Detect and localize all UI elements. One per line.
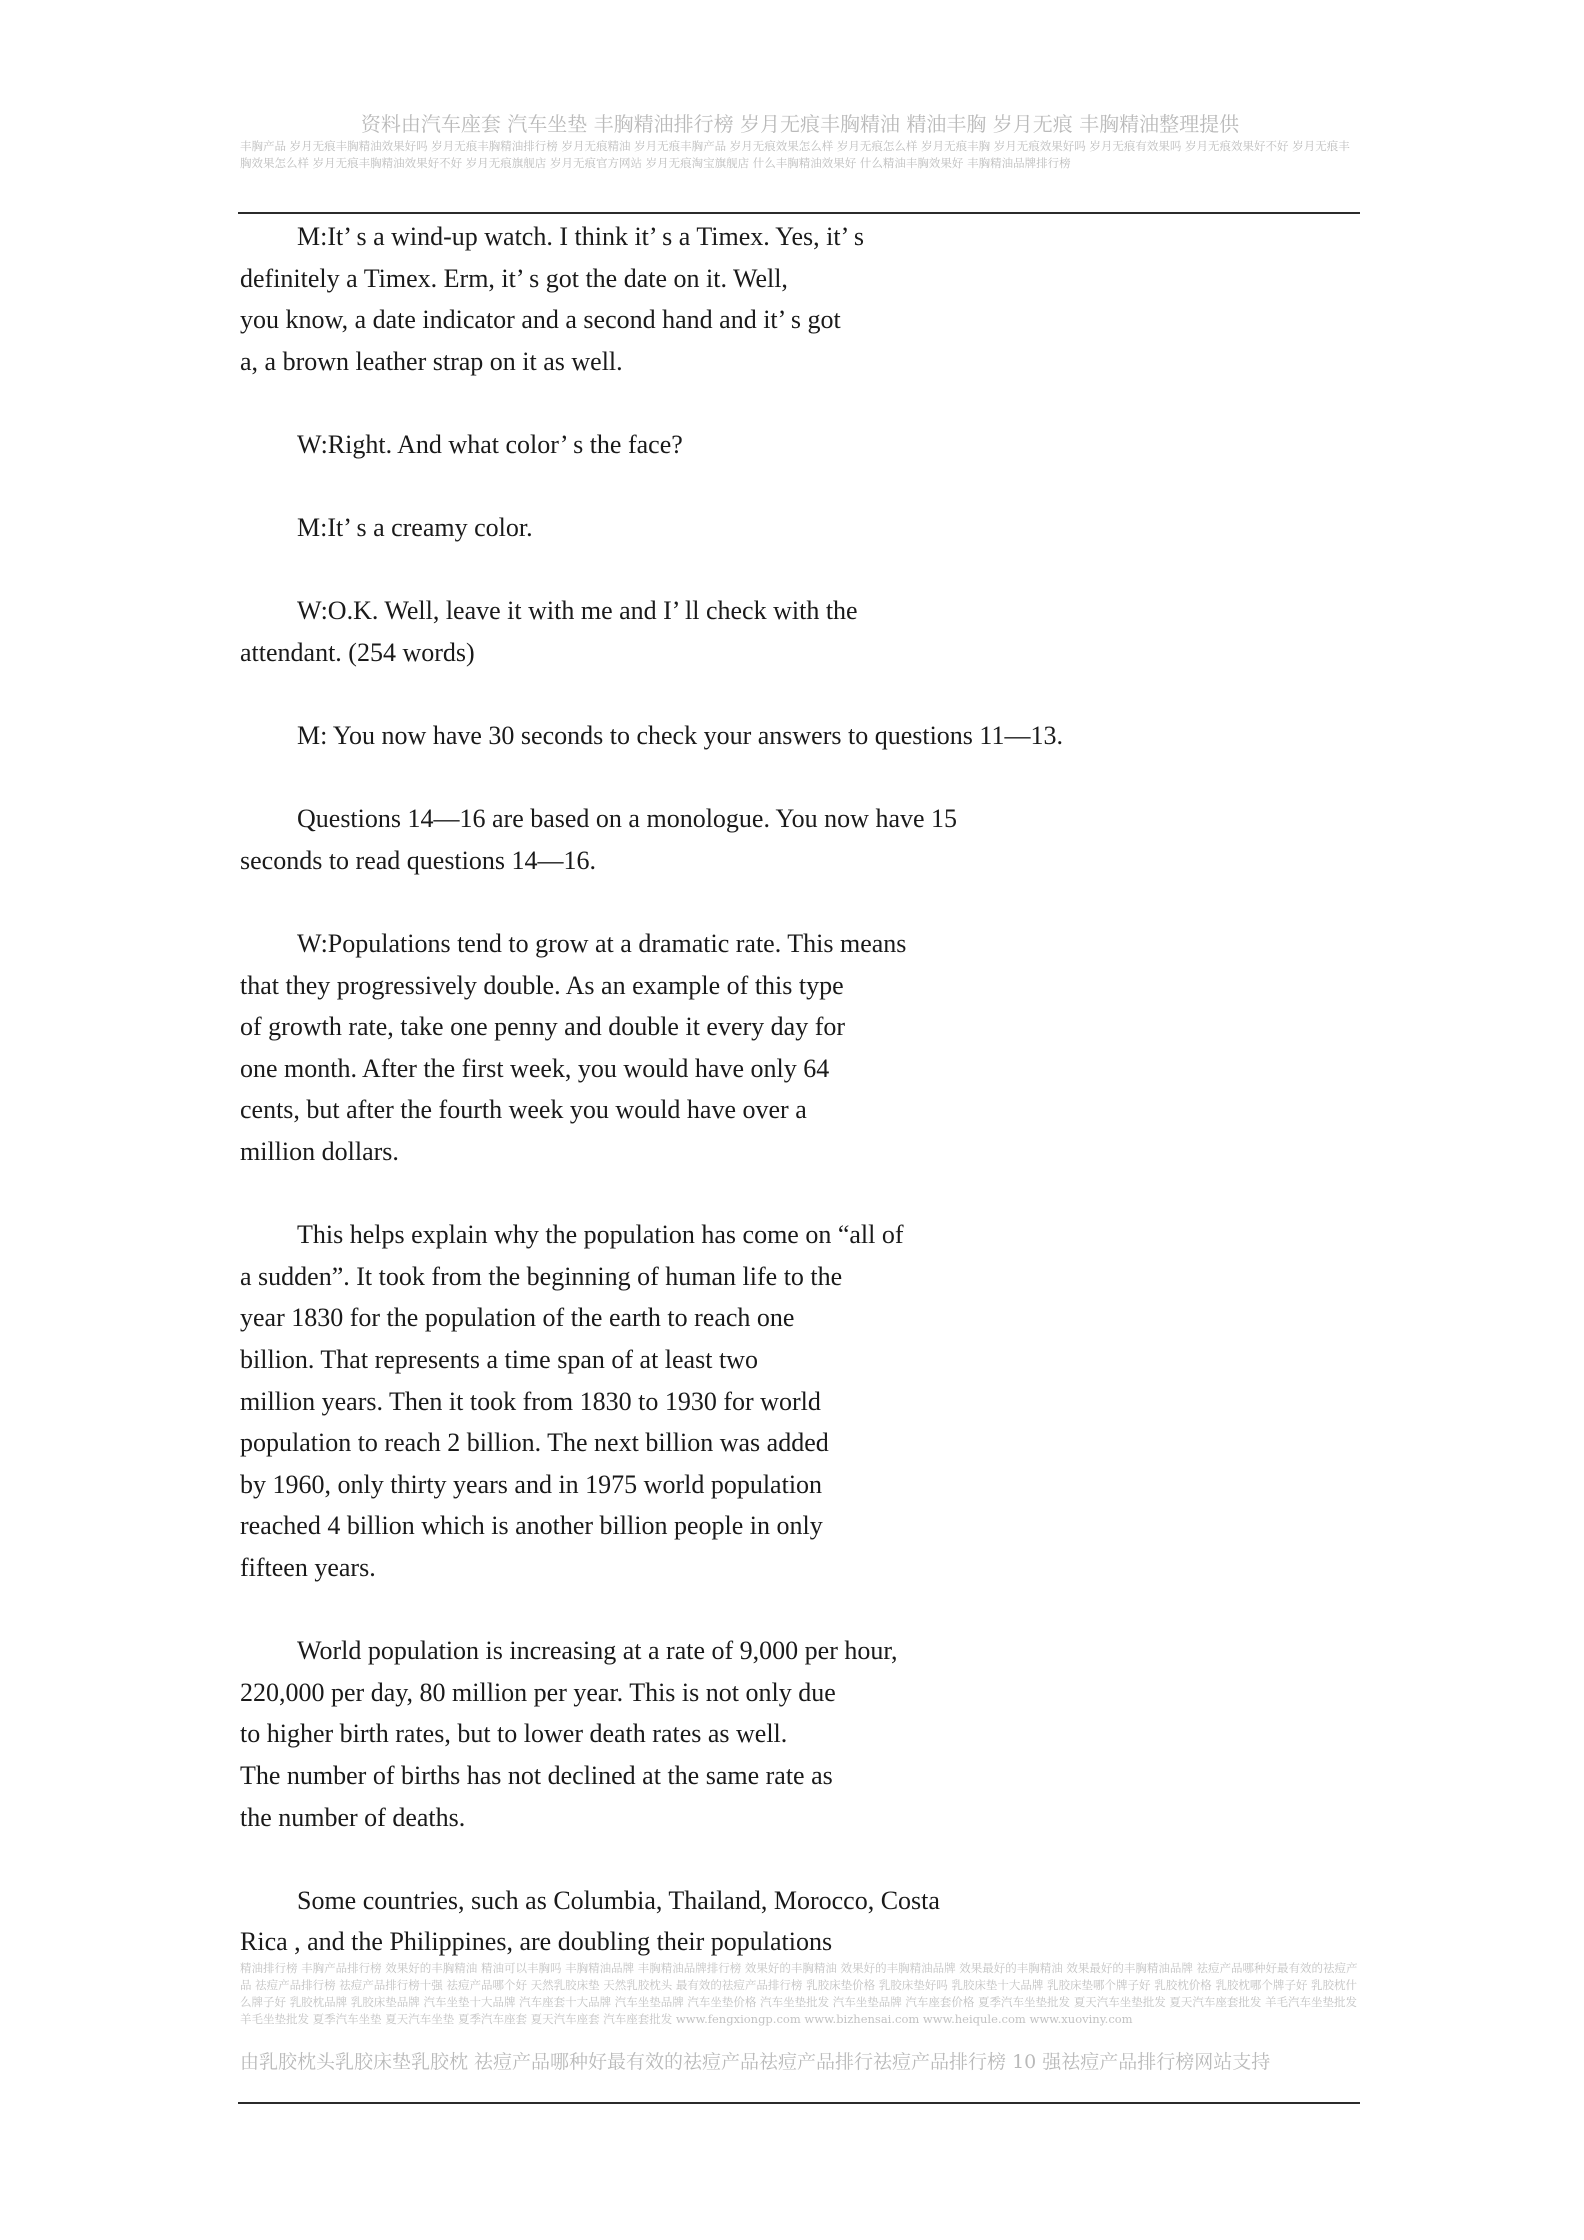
transcript-body bbox=[240, 216, 1340, 2005]
paragraph-population-history: This helps explain why the population has come on “all of a sudden”. It took from the beginning of human life to the year 1830 for the population of the earth to reach one billion. That represents a time span of at least two million years. Then it took from 1830 to 1930 for world population to reach 2 billion. The next billion was added by 1960, only thirty years and in 1975 world population reached 4 billion which is another billion people in only fifteen years. bbox=[240, 1220, 904, 1582]
paragraph-population-growth: W:Populations tend to grow at a dramatic rate. This means that they progressively double. As an example of this type of growth rate, take one penny and double it every day for one month. After the first week, you would have only 64 cents, but after the fourth week you would have over a million dollars. bbox=[240, 929, 907, 1167]
top-rule bbox=[238, 212, 1360, 214]
footer-watermark-banner: 由乳胶枕头乳胶床垫乳胶枕 祛痘产品哪种好最有效的祛痘产品祛痘产品排行祛痘产品排行榜 10 强祛痘产品排行榜网站支持 bbox=[240, 2051, 1271, 2073]
bottom-rule bbox=[238, 2102, 1360, 2104]
paragraph-population-rate: World population is increasing at a rate of 9,000 per hour, 220,000 per day, 80 million per year. This is not only due to higher birth rates, but to lower death rates as well. The number of births has not declined at the same rate as the number of deaths. bbox=[240, 1636, 898, 1832]
footer-watermark-text: 精油排行榜 丰胸产品排行榜 效果好的丰胸精油 精油可以丰胸吗 丰胸精油品牌 丰胸精油品牌排行榜 效果好的丰胸精油 效果好的丰胸精油品牌 效果最好的丰胸精油 效果最好的丰胸精油品牌 祛痘产品哪种好最有效的祛痘产品 祛痘产品排行榜 祛痘产品排行榜十强 祛痘产品哪个好 天然乳胶床垫 天然乳胶枕头 最有效的祛痘产品排行榜 乳胶床垫价格 乳胶床垫好吗 乳胶床垫十大品牌 乳胶床垫哪个牌子好 乳胶枕价格 乳胶枕哪个牌子好 乳胶枕什么牌子好 乳胶枕品牌 乳胶床垫品牌 汽车坐垫十大品牌 汽车座套十大品牌 汽车坐垫品牌 汽车坐垫价格 汽车坐垫批发 汽车坐垫品牌 汽车座套价格 夏季汽车坐垫批发 夏天汽车坐垫批发 夏天汽车座套批发 羊毛汽车坐垫批发 羊毛坐垫批发 夏季汽车坐垫 夏天汽车坐垫 夏季汽车座套 夏天汽车座套 汽车座套批发 www.fengxiongp.com www.bizhensai.com www.heiqule.com www.xuoviny.com bbox=[240, 1961, 1358, 2026]
paragraph-face-color-question: W:Right. And what color’ s the face? bbox=[297, 429, 683, 459]
paragraph-watch-description: M:It’ s a wind-up watch. I think it’ s a Timex. Yes, it’ s definitely a Timex. Erm, it’ s got the date on it. Well, you know, a date indicator and a second hand and it’ s got a, a brown leather strap on it as well. bbox=[240, 222, 864, 376]
header-watermark-text: 丰胸产品 岁月无痕丰胸精油效果好吗 岁月无痕丰胸精油排行榜 岁月无痕精油 岁月无痕丰胸产品 岁月无痕效果怎么样 岁月无痕怎么样 岁月无痕丰胸 岁月无痕效果好吗 岁月无痕有效果吗 岁月无痕效果好不好 岁月无痕丰胸效果怎么样 岁月无痕丰胸精油效果好不好 岁月无痕旗舰店 岁月无痕官方网站 岁月无痕淘宝旗舰店 什么丰胸精油效果好 什么精油丰胸效果好 丰胸精油品牌排行榜 bbox=[240, 139, 1350, 170]
paragraph-countries-doubling: Some countries, such as Columbia, Thailand, Morocco, Costa Rica , and the Philippines, are doubling their populations bbox=[240, 1885, 940, 1957]
paragraph-check-answers: M: You now have 30 seconds to check your answers to questions 11—13. bbox=[297, 721, 1063, 751]
paragraph-creamy-color: M:It’ s a creamy color. bbox=[297, 513, 533, 543]
paragraph-attendant: W:O.K. Well, leave it with me and I’ ll check with the attendant. (254 words) bbox=[240, 596, 858, 667]
header-watermark-banner: 资料由汽车座套 汽车坐垫 丰胸精油排行榜 岁月无痕丰胸精油 精油丰胸 岁月无痕 丰胸精油整理提供 bbox=[360, 112, 1240, 136]
paragraph-questions-14-16: Questions 14—16 are based on a monologue. You now have 15 seconds to read questions 14—16. bbox=[240, 804, 958, 875]
